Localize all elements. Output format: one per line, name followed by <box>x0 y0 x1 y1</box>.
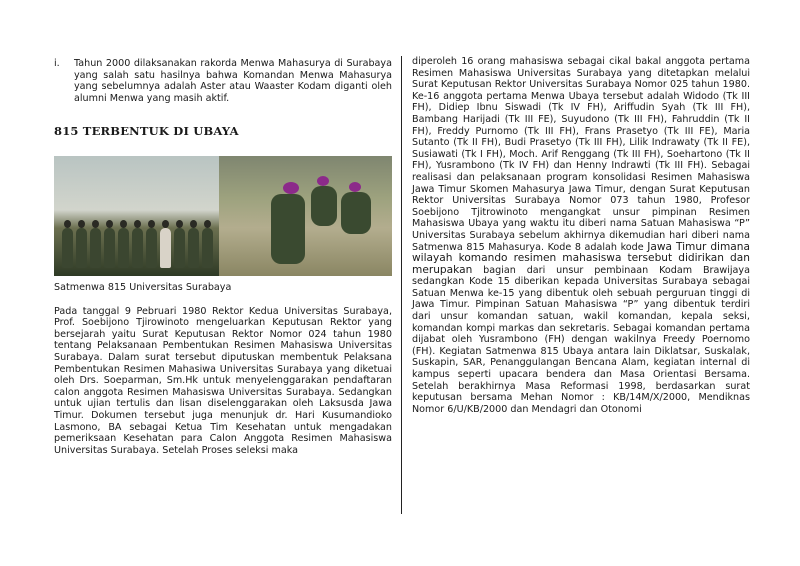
body-text-c: bagian dari unsur pembinaan Kodam Brawijaya sedangkan Kode 15 diberikan kepada Universitas Surabaya sebagai Satuan Menwa ke-15 yang dibentuk oleh sebuah perguruan tinggi di Jawa Timur. Pimpinan Satuan Mahasiswa “P” yang dibentuk terdiri dari unsur komandan satuan, wakil komandan, kepala seksi, komandan kompi markas dan sekretaris. Sebagai komandan pertama dijabat oleh Yusrambono (FH) dengan wakilnya Freedy Poernomo (FH). Kegiatan Satmenwa 815 Ubaya antara lain Diklatsar, Suskalak, Suskapin, SAR, Penanggulangan Bencana Alam, kegiatan internal di kampus seperti upacara bendera dan Masa Orientasi Bersama. Setelah berakhirnya Masa Reformasi 1998, berdasarkan surat keputusan bersama Mehan Nomor : KB/14M/X/2000, Mendiknas Nomor 6/U/KB/2000 dan Mendagri dan Otonomi <box>412 264 750 415</box>
list-marker: i. <box>54 58 60 69</box>
section-heading: 815 TERBENTUK DI UBAYA <box>54 124 239 139</box>
body-paragraph: Pada tanggal 9 Pebruari 1980 Rektor Kedua Universitas Surabaya, Prof. Soebijono Tjirowinoto mengeluarkan Keputusan Rektor yang bersejarah yaitu Surat Keputusan Rektor Nomor 024 tahun 1980 tentang Pelaksanaan Pembentukan Resimen Mahasiswa Universitas Surabaya. Dalam surat tersebut diputuskan membentuk Pelaksana Pembentukan Resimen Mahasiwa Universitas Surabaya yang diketuai oleh Drs. Soeparman, Sm.Hk untuk menyelenggarakan pendaftaran calon anggota Resimen Mahasiswa Universitas Surabaya. Sedangkan untuk ujian tertulis dan lisan diselenggarakan oleh Laksusda Jawa Timur. Dokumen tersebut juga menunjuk dr. Hari Kusumandioko Lasmono, BA sebagai Ketua Tim Kesehatan untuk mengadakan pemeriksaan Kesehatan para Calon Anggota Resimen Mahasiswa Universitas Surabaya. Setelah Proses seleksi maka <box>54 305 392 456</box>
body-text-a: diperoleh 16 orang mahasiswa sebagai cikal bakal anggota pertama Resimen Mahasiswa Universitas Surabaya yang ditetapkan melalui Surat Keputusan Rektor Universitas Surabaya Nomor 025 tahun 1980. Ke-16 anggota pertama Menwa Ubaya tersebut adalah Widodo (Tk III FH), Didiep Ibnu Siswadi (Tk IV FH), Ariffudin Syah (Tk III FH), Bambang Harijadi (Tk III FE), Suyudono (Tk III FH), Fahruddin (Tk II FH), Freddy Purnomo (Tk III FH), Frans Prasetyo (Tk III FE), Maria Sutanto (Tk II FH), Budi Prasetyo (Tk III FH), Lilik Indrawaty (Tk II FE), Susiawati (Tk I FH), Moch. Arif Renggang (Tk III FH), Soehartono (Tk II FH), Yusrambono (Tk IV FH) dan Henny Indrawti (Tk III FH). Sebagai realisasi dan pelaksanaan program konsolidasi Resimen Mahasiswa Jawa Timur Skomen Mahasurya Jawa Timur, dengan Surat Keputusan Rektor Universitas Surabaya Nomor 073 tahun 1980, Profesor Soebijono Tjitrowinoto mengangkat unsur pimpinan Resimen Mahasiswa Ubaya yang waktu itu diberi nama Satuan Mahasiswa “P” Universitas Surabaya sebelum akhirnya dikemudian hari diberi nama Satmenwa 815 Mahasurya. Kode 8 adalah kode <box>412 56 750 253</box>
photo-caption: Satmenwa 815 Universitas Surabaya <box>54 281 232 293</box>
list-item <box>54 58 392 104</box>
training-photo <box>219 156 392 276</box>
body-text <box>412 56 750 415</box>
group-photo <box>54 156 219 276</box>
list-item-text: Tahun 2000 dilaksanakan rakorda Menwa Mahasurya di Surabaya yang salah satu hasilnya bahwa Komandan Menwa Mahasurya yang sebelumnya adalah Aster atau Waaster Kodam diganti oleh alumni Menwa yang masih aktif. <box>74 58 392 104</box>
right-column <box>412 56 750 415</box>
column-divider <box>401 56 402 514</box>
body-text-b: Jawa Timur dimana wilayah komando resimen mahasiswa tersebut didirikan dan merupakan <box>412 240 751 276</box>
left-column <box>54 58 392 456</box>
photo-strip <box>54 156 392 276</box>
